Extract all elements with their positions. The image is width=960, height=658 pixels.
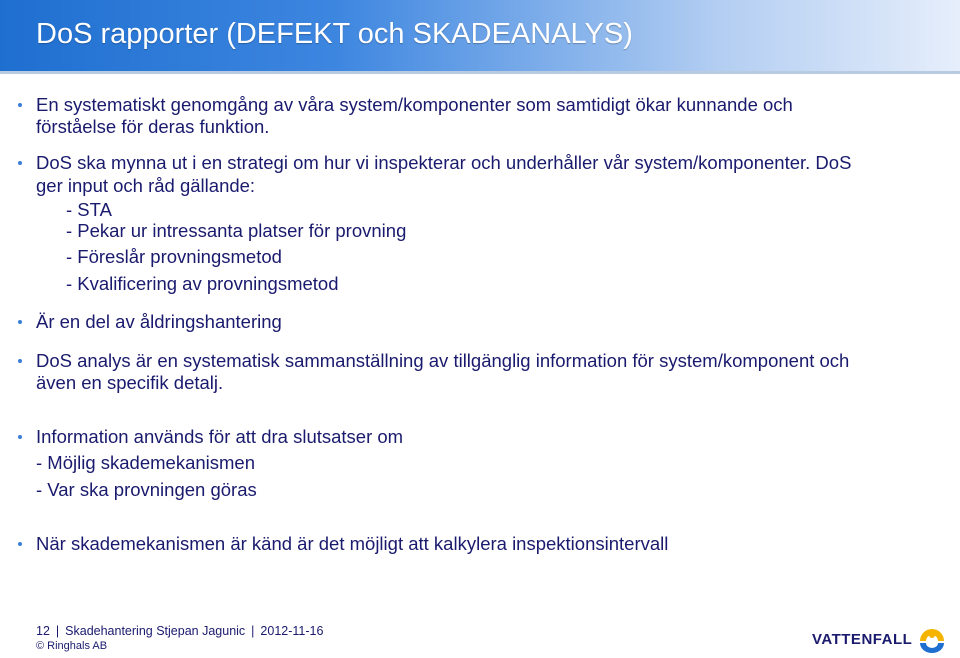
bullet-2-sub-2: - Pekar ur intressanta platser för provning xyxy=(66,220,407,241)
bullet-2-sub-4: - Kvalificering av provningsmetod xyxy=(66,273,339,294)
bullet-1-line-2: förståelse för deras funktion. xyxy=(36,116,270,137)
logo-wordmark: VATTENFALL xyxy=(812,631,913,648)
copyright-notice: © Ringhals AB xyxy=(36,640,108,652)
bullet-5-sub-2: - Var ska provningen göras xyxy=(36,479,257,500)
bullet-1-line-1: En systematiskt genomgång av våra system/komponenter som samtidigt ökar kunnande och xyxy=(36,94,793,115)
footer-separator: | xyxy=(251,624,255,638)
title-divider xyxy=(0,71,960,74)
slide-title: DoS rapporter (DEFEKT och SKADEANALYS) xyxy=(36,18,633,50)
bullet-marker xyxy=(18,103,22,107)
footer-topic: Skadehantering xyxy=(65,624,153,638)
bullet-6-line-1: När skademekanismen är känd är det möjligt att kalkylera inspektionsintervall xyxy=(36,533,669,554)
bullet-4-line-2: även en specifik detalj. xyxy=(36,372,224,393)
bullet-marker xyxy=(18,161,22,165)
bullet-marker xyxy=(18,435,22,439)
bullet-2-line-1: DoS ska mynna ut i en strategi om hur vi inspekterar och underhåller vår system/komponenter. DoS xyxy=(36,152,852,173)
slide-footer xyxy=(36,624,323,638)
footer-author: Stjepan Jagunic xyxy=(156,624,246,638)
bullet-3-line-1: Är en del av åldringshantering xyxy=(36,311,282,332)
footer-separator: | xyxy=(55,624,60,638)
bullet-4-line-1: DoS analys är en systematisk sammanställning av tillgänglig information för system/komponent och xyxy=(36,350,850,371)
vattenfall-logo xyxy=(812,627,948,653)
bullet-5-sub-1: - Möjlig skademekanismen xyxy=(36,452,256,473)
page-number: 12 xyxy=(36,624,50,638)
bullet-marker xyxy=(18,359,22,363)
title-bar xyxy=(0,0,960,71)
bullet-2-line-2: ger input och råd gällande: xyxy=(36,175,256,196)
bullet-marker xyxy=(18,320,22,324)
bullet-2-sub-3: - Föreslår provningsmetod xyxy=(66,246,282,267)
bullet-marker xyxy=(18,542,22,546)
bullet-5-line-1: Information används för att dra slutsatser om xyxy=(36,426,404,447)
bullet-2-sub-1: - STA xyxy=(66,199,112,220)
sun-logo-icon xyxy=(918,627,946,653)
footer-date: 2012-11-16 xyxy=(260,624,324,638)
